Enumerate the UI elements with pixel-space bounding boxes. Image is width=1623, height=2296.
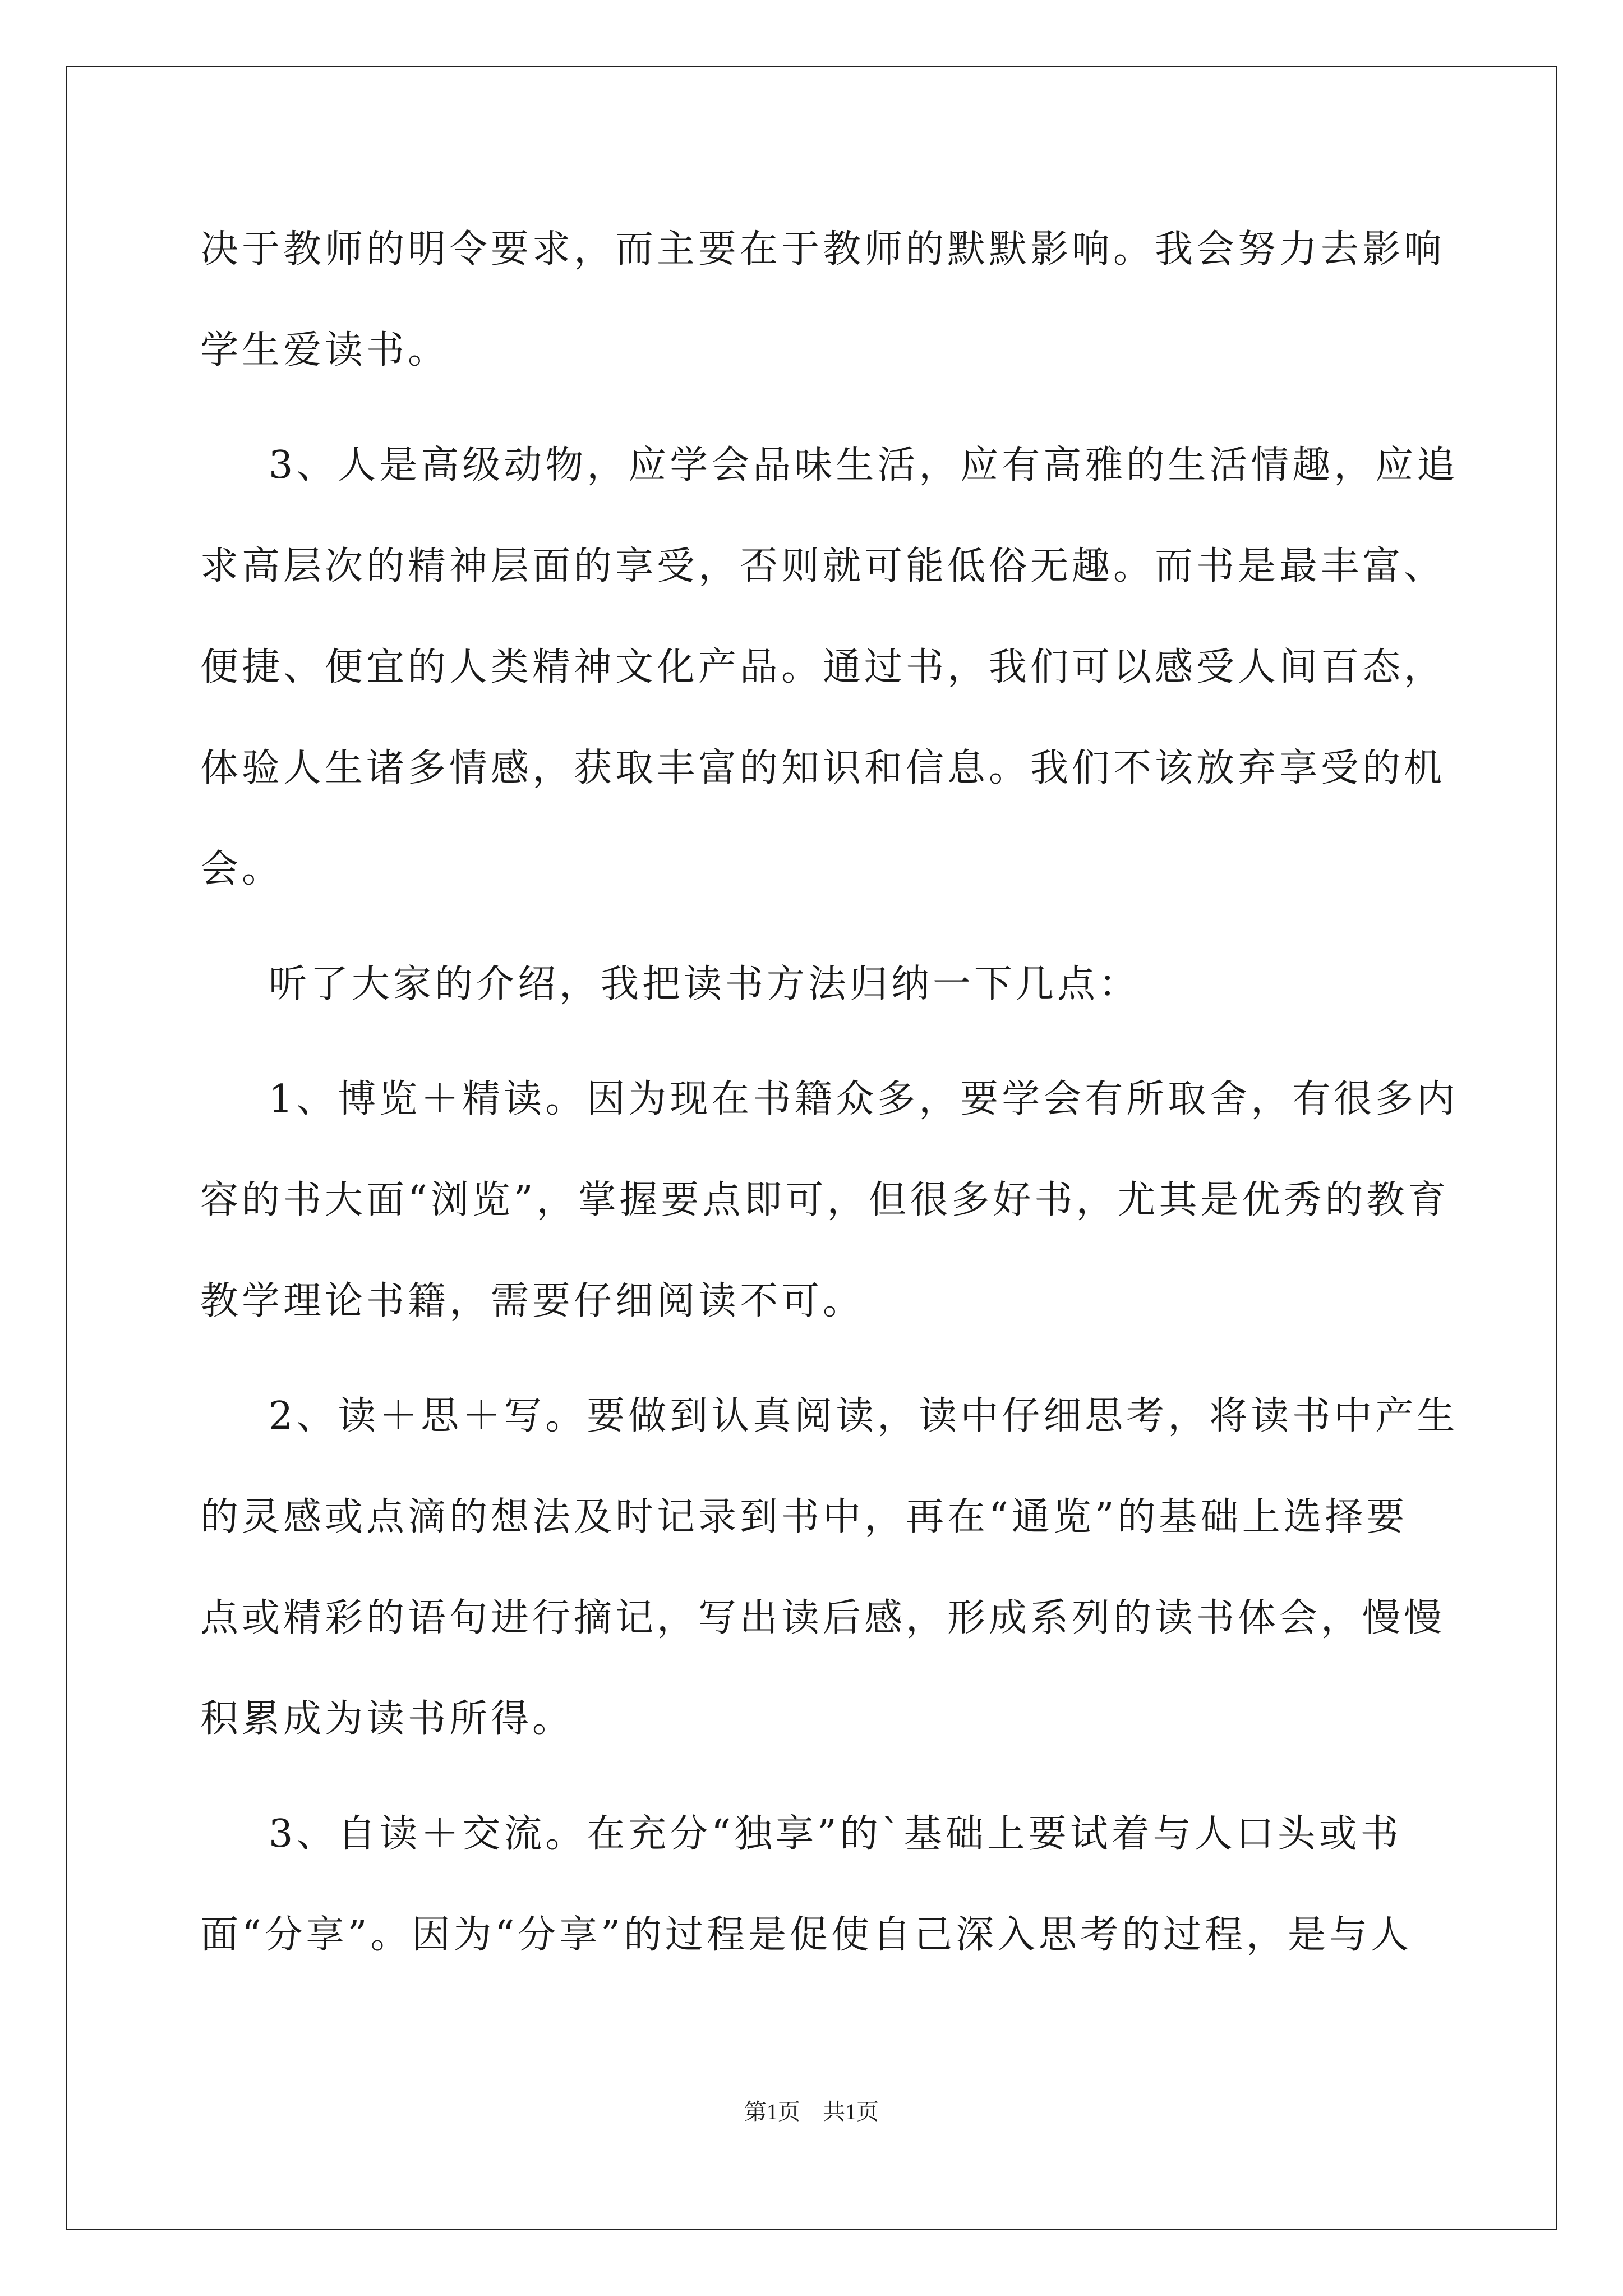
text-line: 3、自读＋交流。在充分“独享”的`基础上要试着与人口头或书 <box>269 1812 1402 1856</box>
text-line: 点或精彩的语句进行摘记，写出读后感，形成系列的读书体会，慢慢 <box>200 1596 1446 1640</box>
text-line: 会。 <box>200 847 284 891</box>
text-line: 容的书大面“浏览”，掌握要点即可，但很多好书，尤其是优秀的教育 <box>200 1178 1450 1222</box>
text-line: 3、人是高级动物，应学会品味生活，应有高雅的生活情趣，应追 <box>269 443 1459 487</box>
text-line: 听了大家的介绍，我把读书方法归纳一下几点： <box>269 962 1141 1006</box>
text-line: 学生爱读书。 <box>200 328 450 372</box>
text-line: 便捷、便宜的人类精神文化产品。通过书，我们可以感受人间百态， <box>200 645 1446 689</box>
text-line: 教学理论书籍，需要仔细阅读不可。 <box>200 1279 865 1323</box>
text-line: 求高层次的精神层面的享受，否则就可能低俗无趣。而书是最丰富、 <box>200 544 1446 588</box>
text-line: 的灵感或点滴的想法及时记录到书中，再在“通览”的基础上选择要 <box>200 1495 1408 1539</box>
text-line: 决于教师的明令要求，而主要在于教师的默默影响。我会努力去影响 <box>200 227 1446 272</box>
page-footer: 第1页 共1页 <box>744 2099 879 2124</box>
text-line: 体验人生诸多情感，获取丰富的知识和信息。我们不该放弃享受的机 <box>200 746 1446 790</box>
text-line: 积累成为读书所得。 <box>200 1697 574 1741</box>
text-line: 面“分享”。因为“分享”的过程是促使自己深入思考的过程，是与人 <box>200 1913 1413 1957</box>
text-line: 2、读＋思＋写。要做到认真阅读，读中仔细思考，将读书中产生 <box>269 1394 1459 1438</box>
text-line: 1、博览＋精读。因为现在书籍众多，要学会有所取舍，有很多内 <box>269 1077 1459 1121</box>
